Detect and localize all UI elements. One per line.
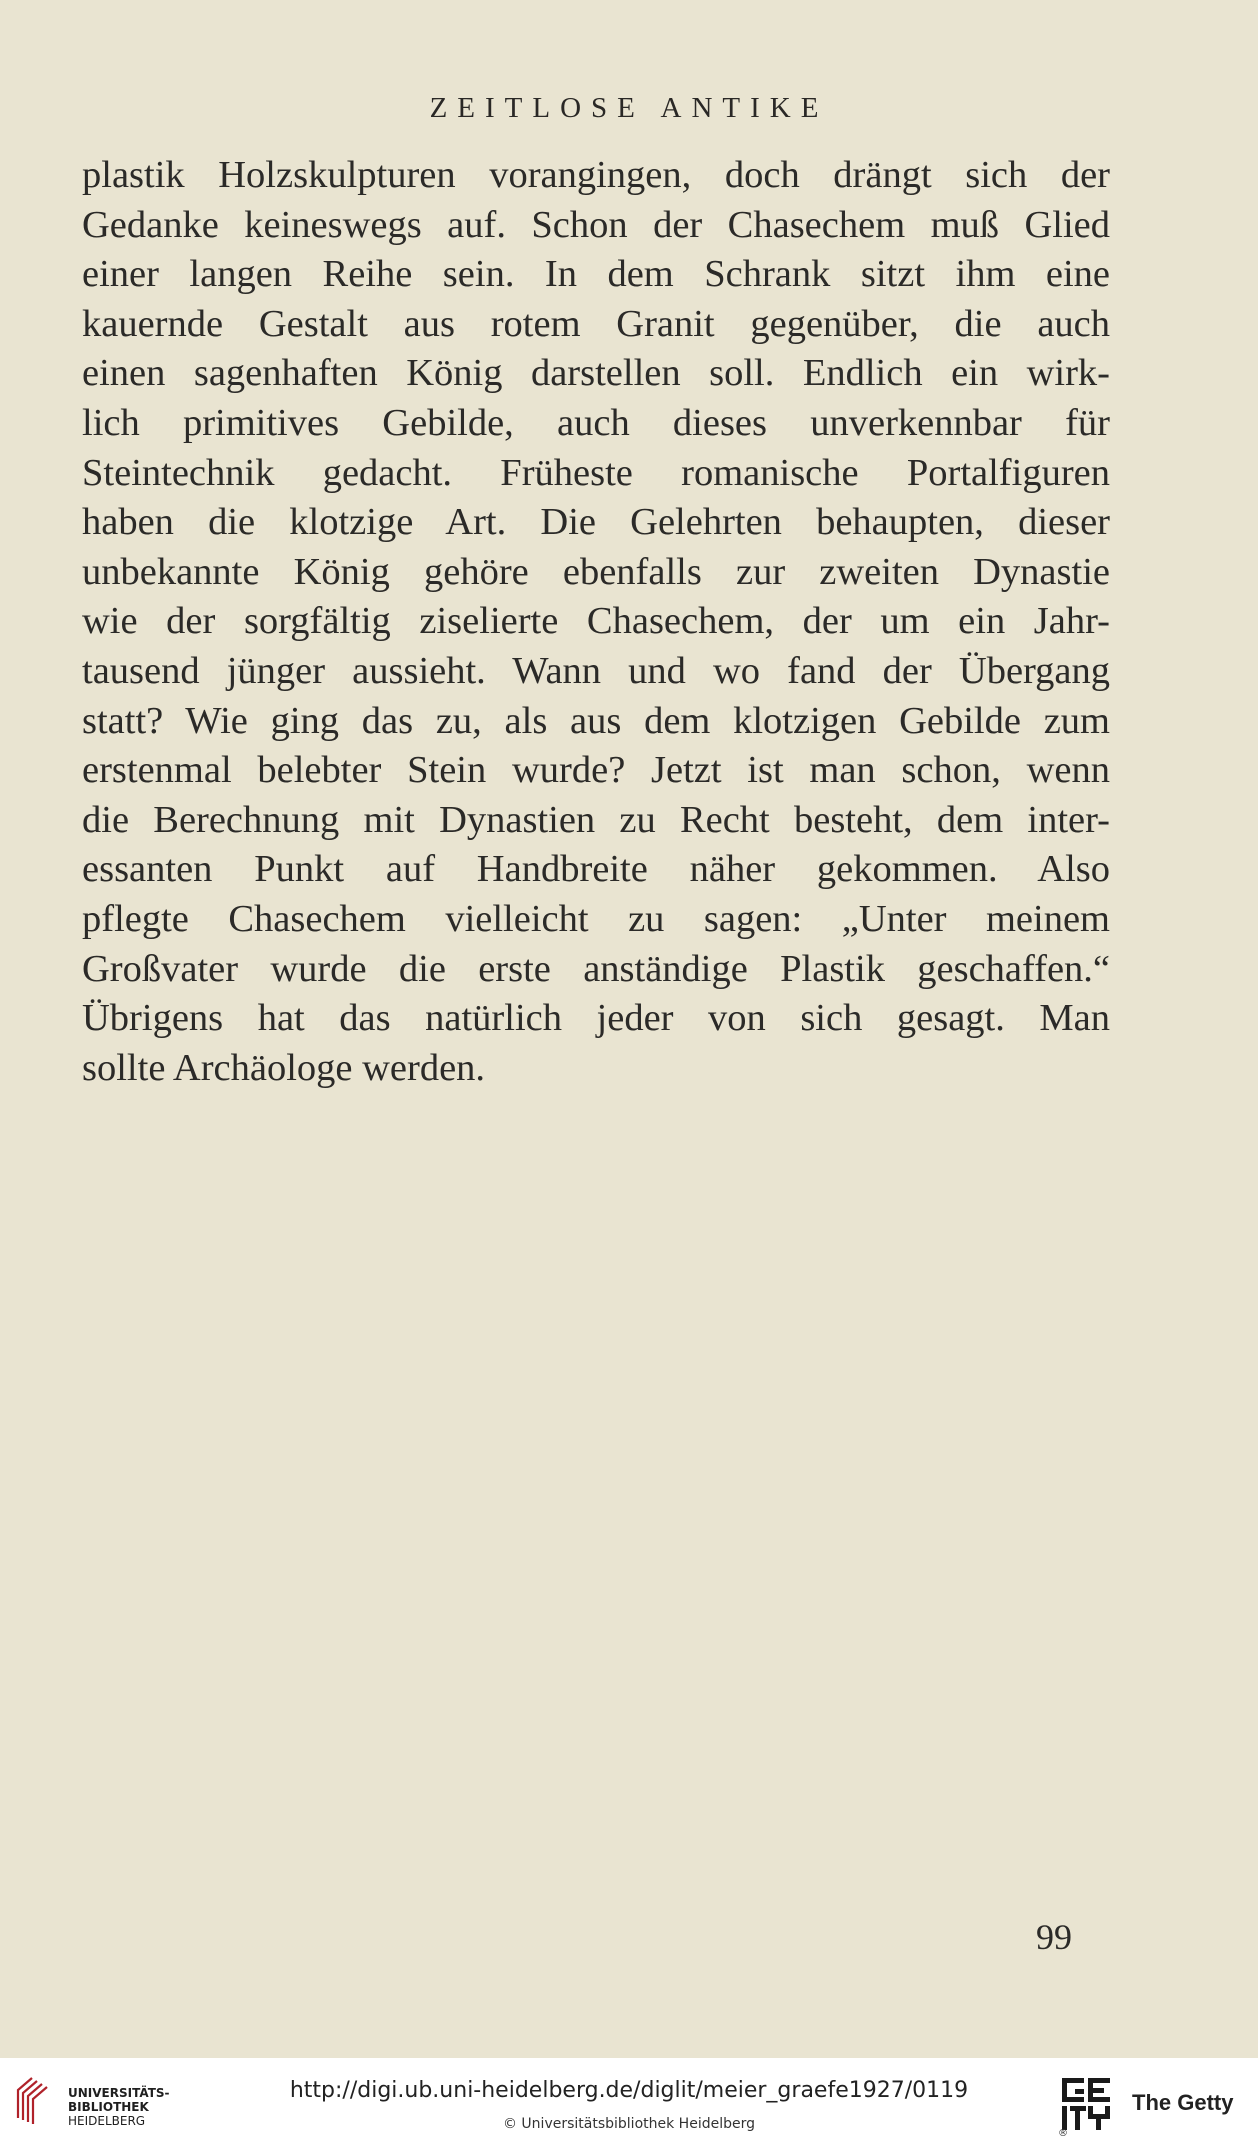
text-line: pflegte Chasechem vielleicht zu sagen: „Unter meinem: [82, 897, 1110, 940]
copyright-notice: © Universitätsbibliothek Heidelberg: [502, 2116, 755, 2132]
permalink-url[interactable]: http://digi.ub.uni-heidelberg.de/diglit/meier_graefe1927/0119: [289, 2078, 969, 2103]
text-line: erstenmal belebter Stein wurde? Jetzt ist man schon, wenn: [82, 749, 1110, 792]
text-line: haben die klotzige Art. Die Gelehrten behaupten, dieser: [82, 501, 1110, 544]
text-line: einen sagenhaften König darstellen soll. Endlich ein wirk-: [82, 352, 1110, 395]
ub-logo-line: BIBLIOTHEK: [68, 2100, 149, 2114]
text-line: wie der sorgfältig ziselierte Chasechem, der um ein Jahr-: [82, 600, 1110, 643]
text-line: Übrigens hat das natürlich jeder von sich gesagt. Man: [82, 997, 1110, 1040]
text-line: unbekannte König gehöre ebenfalls zur zweiten Dynastie: [82, 550, 1110, 593]
text-line: essanten Punkt auf Handbreite näher gekommen. Also: [82, 848, 1110, 891]
registered-mark: ®: [1058, 2128, 1068, 2139]
page-number: 99: [1036, 1917, 1072, 1957]
getty-name: The Getty: [1132, 2090, 1234, 2115]
text-line: einer langen Reihe sein. In dem Schrank sitzt ihm eine: [82, 253, 1110, 296]
text-line: Gedanke keineswegs auf. Schon der Chasechem muß Glied: [82, 203, 1110, 246]
ub-logo-line: UNIVERSITÄTS-: [68, 2086, 170, 2100]
getty-logo-icon[interactable]: [1060, 2076, 1112, 2132]
text-line: statt? Wie ging das zu, als aus dem klotzigen Gebilde zum: [82, 699, 1110, 742]
text-line: Großvater wurde die erste anständige Plastik geschaffen.“: [82, 947, 1110, 990]
running-head: ZEITLOSE ANTIKE: [429, 92, 829, 124]
text-line: tausend jünger aussieht. Wann und wo fand der Übergang: [82, 649, 1110, 692]
text-line: plastik Holzskulpturen vorangingen, doch drängt sich der: [82, 154, 1110, 196]
text-line: die Berechnung mit Dynastien zu Recht besteht, dem inter-: [82, 798, 1110, 841]
text-line: sollte Archäologe werden.: [82, 1046, 486, 1089]
text-line: lich primitives Gebilde, auch dieses unverkennbar für: [82, 401, 1110, 444]
text-line: Steintechnik gedacht. Früheste romanische Portalfiguren: [82, 451, 1110, 494]
text-line: kauernde Gestalt aus rotem Granit gegenüber, die auch: [82, 302, 1110, 345]
body-text: [82, 151, 1110, 1093]
ub-logo-line: HEIDELBERG: [68, 2114, 146, 2128]
digitization-footer: [0, 2058, 1258, 2147]
